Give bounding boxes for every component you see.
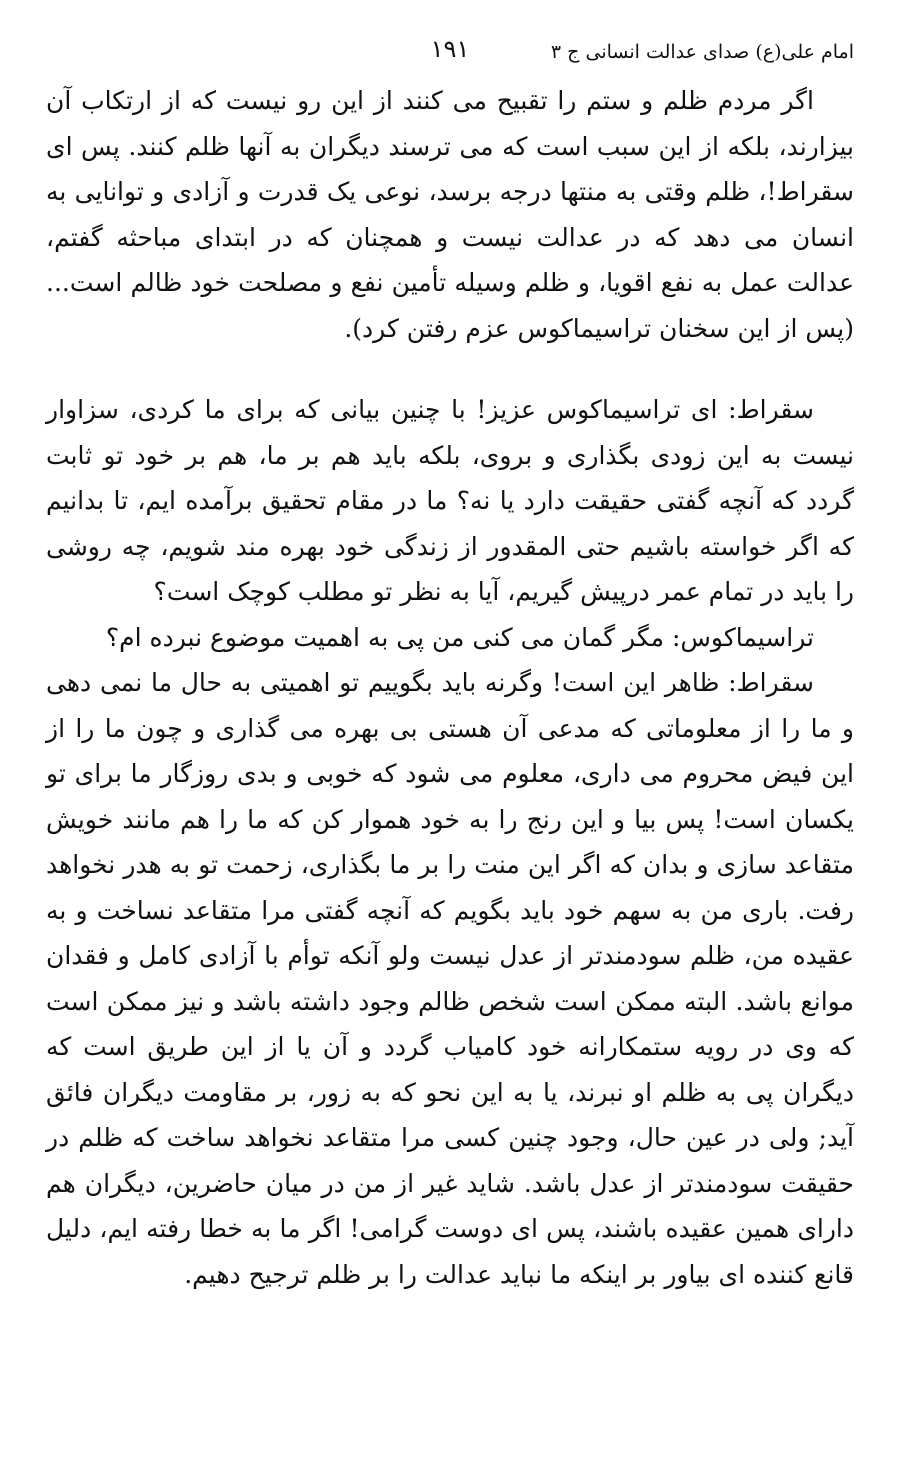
paragraph-1: اگر مردم ظلم و ستم را تقبیح می کنند از این رو نیست که از ارتکاب آن بیزارند، بلکه از این سبب است که می ترسند دیگران به آنها ظلم کنند. پس ای سقراط!، ظلم وقتی به منتها درجه برسد، نوعی یک قدرت و آزادی و توانایی به انسان می دهد که در عدالت نیست و همچنان که در ابتدای مباحثه گفتم، عدالت عمل به نفع اقویا، و ظلم وسیله تأمین نفع و مصلحت خود ظالم است... (پس از این سخنان تراسیماکوس عزم رفتن کرد). [46, 86, 854, 343]
paragraph-4: سقراط: ظاهر این است! وگرنه باید بگوییم تو اهمیتی به حال ما نمی دهی و ما را از معلوماتی که مدعی آن هستی بی بهره می گذاری و چون ما را از این فیض محروم می داری، معلوم می شود که خوبی و بدی روزگار ما برای تو یکسان است! پس بیا و این رنج را به خود هموار کن که ما را هم مانند خویش متقاعد سازی و بدان که اگر این منت را بر ما بگذاری، زحمت تو به هدر نخواهد رفت. باری من به سهم خود باید بگویم که آنچه گفتی مرا متقاعد نساخت و به عقیده من، ظلم سودمندتر از عدل نیست ولو آنکه توأم با آزادی کامل و فقدان موانع باشد. البته ممکن است شخص ظالم وجود داشته باشد و نیز ممکن است که وی در رویه ستمکارانه خود کامیاب گردد و آن یا از این طریق است که دیگران پی به ظلم او نبرند، یا به این نحو که به زور، بر مقاومت دیگران فائق آید; ولی در عین حال، وجود چنین کسی مرا متقاعد نخواهد ساخت که ظلم در حقیقت سودمندتر از عدل باشد. شاید غیر از من در میان حاضرین، دیگران هم دارای همین عقیده باشند، پس ای دوست گرامی! اگر ما به خطا رفته ایم، دلیل قانع کننده ای بیاور بر اینکه ما نباید عدالت را بر ظلم ترجیح دهیم. [46, 668, 854, 1289]
paragraph-spacer [46, 351, 854, 387]
paragraph-2: سقراط: ای تراسیماکوس عزیز! با چنین بیانی که برای ما کردی، سزاوار نیست به این زودی بگذاری و بروی، بلکه باید هم بر ما، هم بر خود تو ثابت گردد که آنچه گفتی حقیقت دارد یا نه؟ ما در مقام تحقیق برآمده ایم، تا بدانیم که اگر خواسته باشیم حتی المقدور از زندگی خود بهره مند شویم، چه روشی را باید در تمام عمر درپیش گیریم، آیا به نظر تو مطلب کوچک است؟ [46, 395, 854, 606]
body-text [46, 78, 854, 1297]
page-number: ۱۹۱ [430, 35, 470, 63]
running-header-title: امام علی(ع) صدای عدالت انسانی ج ۳ [550, 41, 854, 63]
paragraph-3: تراسیماکوس: مگر گمان می کنی من پی به اهمیت موضوع نبرده ام؟ [105, 622, 814, 652]
